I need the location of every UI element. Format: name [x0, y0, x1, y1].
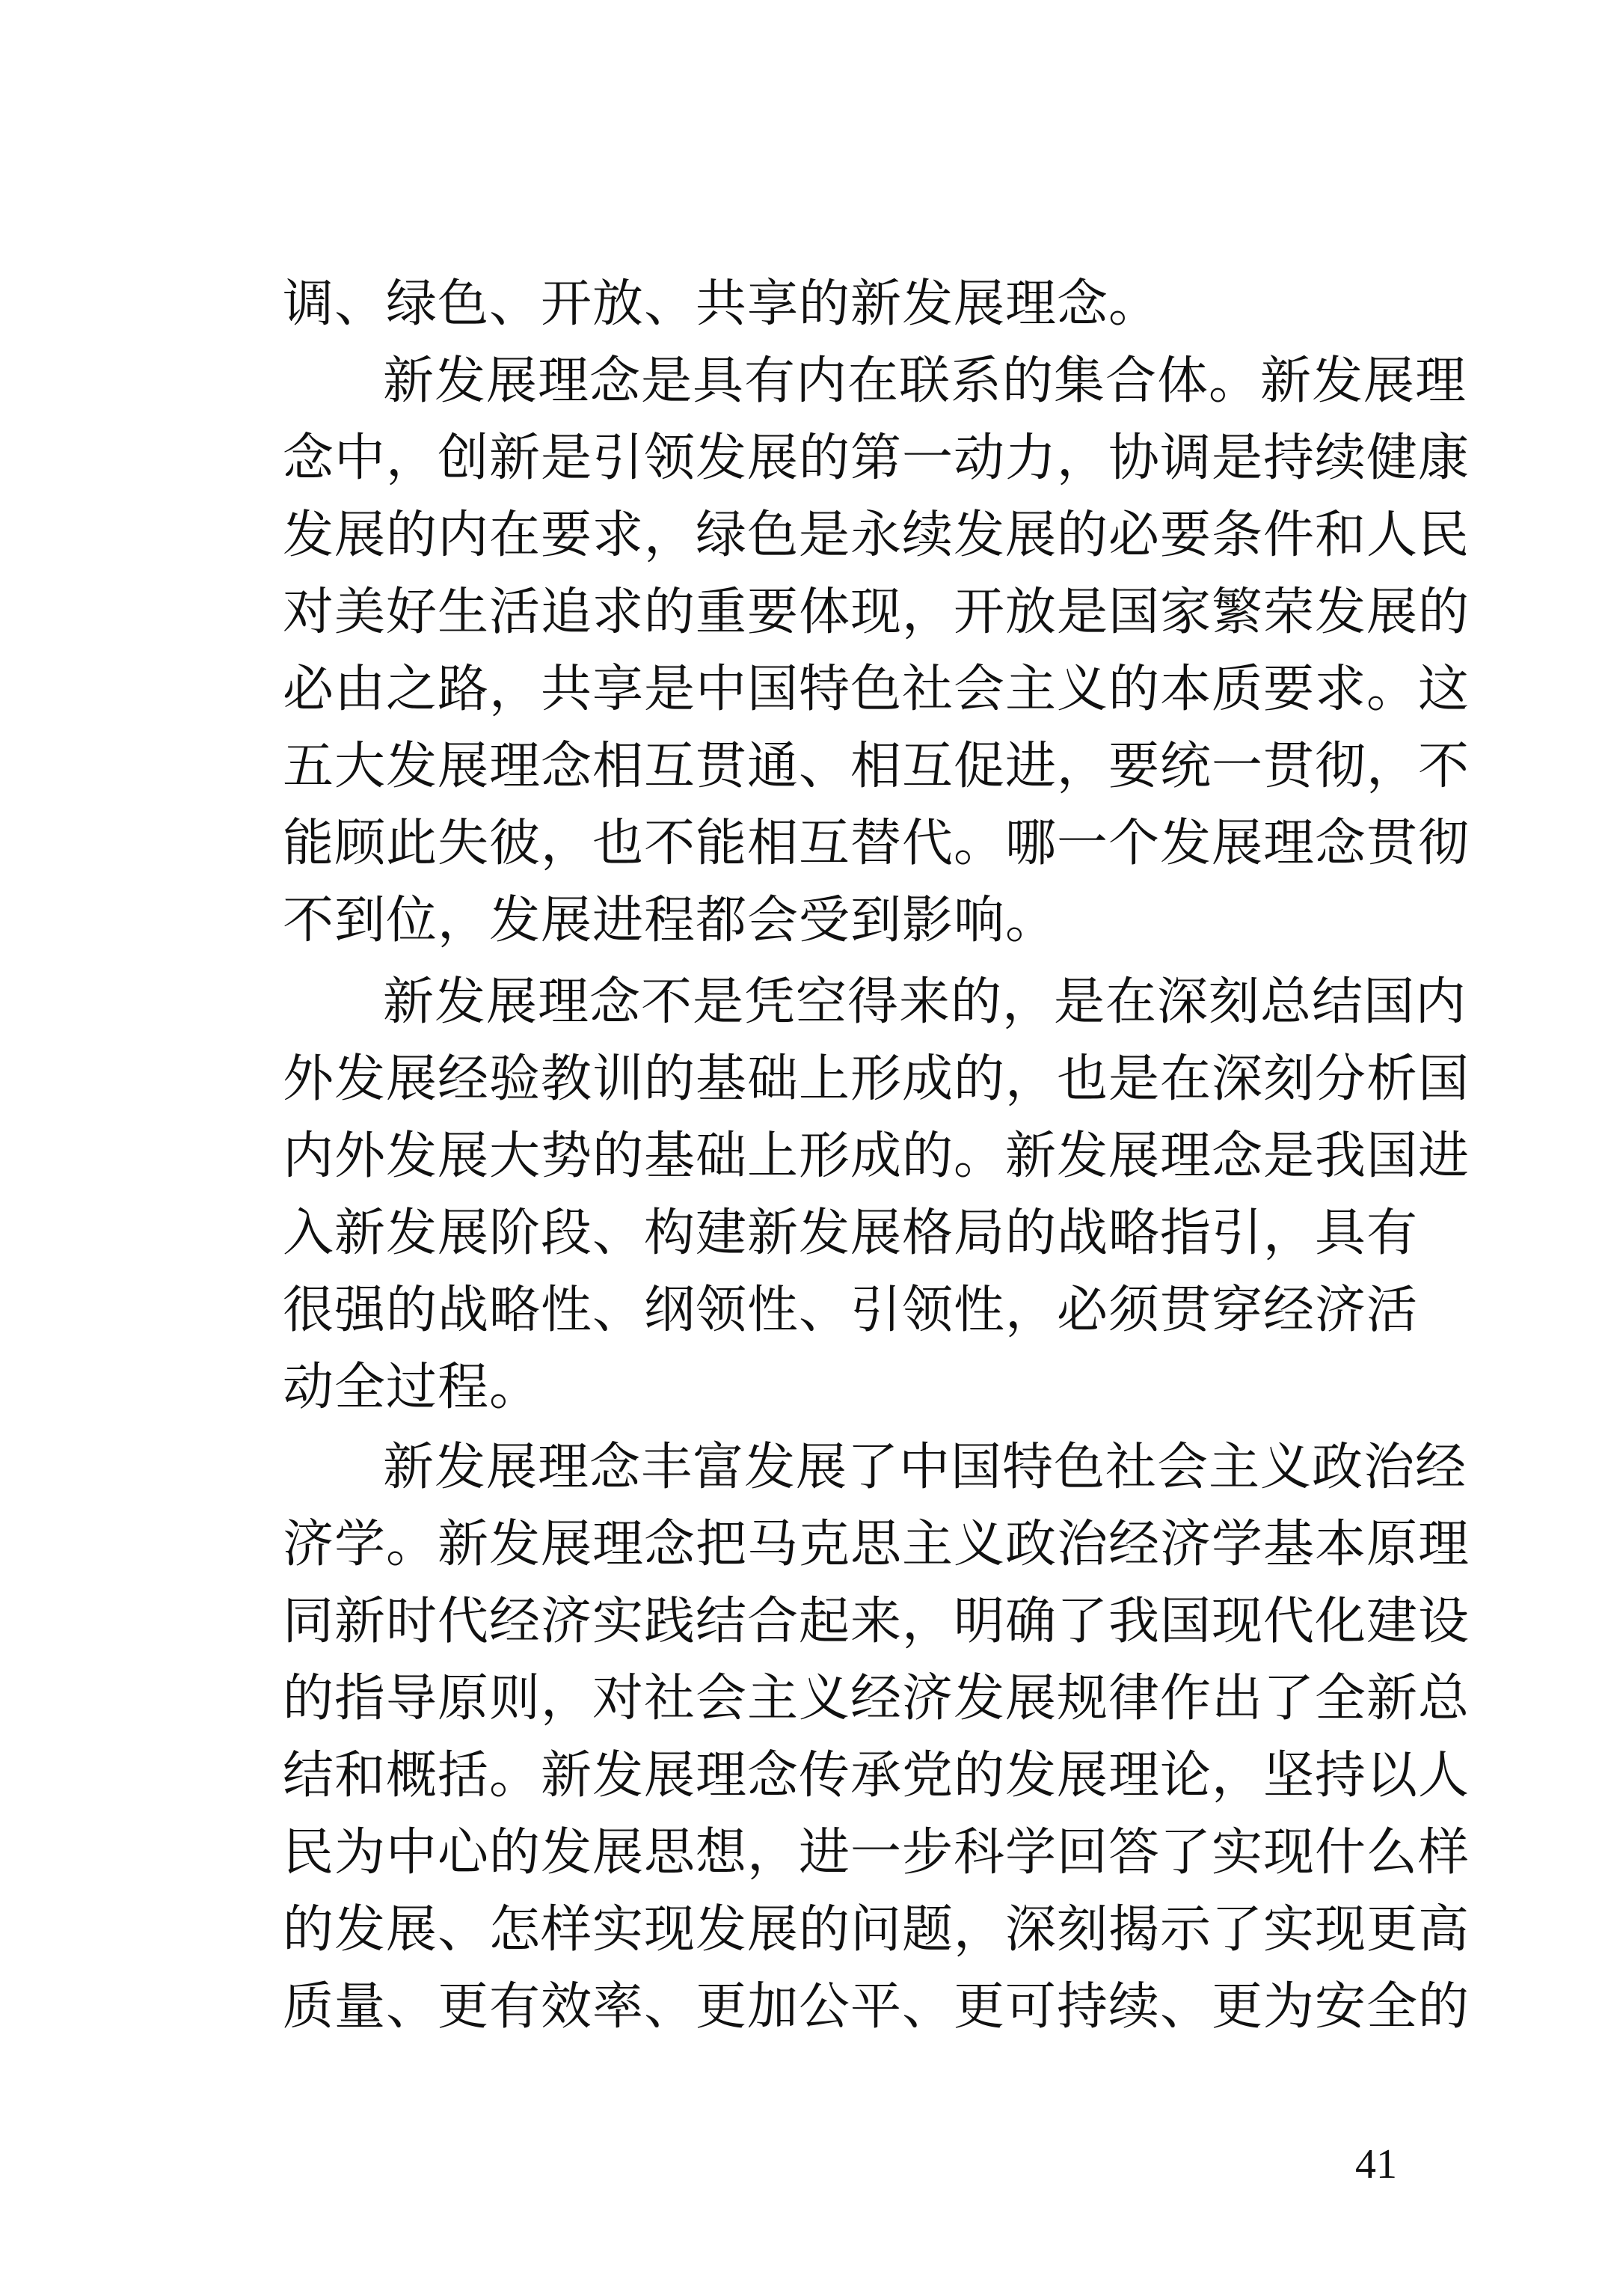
paragraph-1-line-4: 对美好生活追求的重要体现，开放是国家繁荣发展的	[283, 583, 1470, 642]
paragraph-2-line-5: 很强的战略性、纲领性、引领性，必须贯穿经济活	[283, 1281, 1419, 1340]
paragraph-1-line-1: 新发展理念是具有内在联系的集合体。新发展理	[383, 352, 1467, 411]
page-number: 41	[1355, 2141, 1397, 2188]
paragraph-3-line-5: 结和概括。新发展理念传承党的发展理论，坚持以人	[283, 1746, 1470, 1805]
paragraph-2-line-4: 入新发展阶段、构建新发展格局的战略指引，具有	[283, 1204, 1419, 1263]
paragraph-2-line-1: 新发展理念不是凭空得来的，是在深刻总结国内	[383, 973, 1467, 1032]
paragraph-1-line-6: 五大发展理念相互贯通、相互促进，要统一贯彻，不	[283, 737, 1470, 796]
paragraph-3-line-8: 质量、更有效率、更加公平、更可持续、更为安全的	[283, 1977, 1470, 2036]
paragraph-3-line-2: 济学。新发展理念把马克思主义政治经济学基本原理	[283, 1515, 1470, 1574]
paragraph-1-line-2: 念中，创新是引领发展的第一动力，协调是持续健康	[283, 429, 1470, 488]
paragraph-1-line-3: 发展的内在要求，绿色是永续发展的必要条件和人民	[283, 506, 1470, 565]
paragraph-3-line-4: 的指导原则，对社会主义经济发展规律作出了全新总	[283, 1669, 1470, 1728]
paragraph-2-line-6: 动全过程。	[283, 1358, 541, 1417]
paragraph-3-line-7: 的发展、怎样实现发展的问题，深刻揭示了实现更高	[283, 1900, 1470, 1959]
paragraph-1-line-7: 能顾此失彼，也不能相互替代。哪一个发展理念贯彻	[283, 814, 1470, 873]
paragraph-2-line-3: 内外发展大势的基础上形成的。新发展理念是我国进	[283, 1127, 1470, 1186]
paragraph-1-line-5: 必由之路，共享是中国特色社会主义的本质要求。这	[283, 660, 1470, 719]
paragraph-2-line-2: 外发展经验教训的基础上形成的，也是在深刻分析国	[283, 1050, 1470, 1109]
text-line-1: 调、绿色、开放、共享的新发展理念。	[283, 275, 1161, 334]
paragraph-3-line-3: 同新时代经济实践结合起来，明确了我国现代化建设	[283, 1592, 1470, 1651]
paragraph-3-line-1: 新发展理念丰富发展了中国特色社会主义政治经	[383, 1438, 1467, 1497]
paragraph-3-line-6: 民为中心的发展思想，进一步科学回答了实现什么样	[283, 1823, 1470, 1882]
paragraph-1-line-8: 不到位，发展进程都会受到影响。	[283, 891, 1058, 950]
